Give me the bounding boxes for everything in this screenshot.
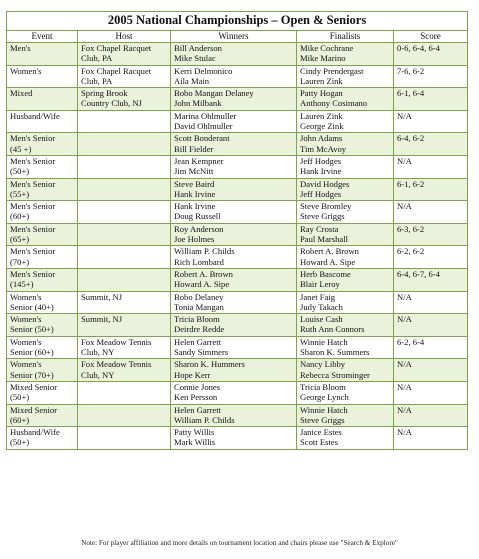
host-line: Summit, NJ [81, 314, 123, 325]
event-cell [7, 381, 78, 404]
host-line: Fox Chapel Racquet [81, 43, 152, 53]
finalists-line: Lauren Zink [300, 75, 343, 86]
table-row [7, 43, 468, 66]
finalists-cell [297, 43, 394, 66]
event-line: Husband/Wife [10, 110, 60, 121]
host-cell [78, 268, 171, 291]
winners-cell [171, 291, 297, 314]
score-cell [394, 336, 468, 359]
finalists-line: Hank Irvine [300, 166, 342, 177]
score-line: N/A [397, 427, 412, 438]
host-line: Fox Chapel Racquet [81, 65, 152, 76]
host-cell [78, 404, 171, 427]
winners-line: Bobo Mangan Delaney [174, 88, 254, 99]
finalists-line: Steve Griggs [300, 414, 345, 425]
finalists-cell [297, 246, 394, 269]
score-cell [394, 110, 468, 133]
winners-cell [171, 314, 297, 337]
table-row [7, 336, 468, 359]
winners-cell [171, 155, 297, 178]
winners-line: David Ohlmuller [174, 121, 233, 132]
finalists-line: Anthony Cosimano [300, 98, 368, 109]
winners-cell [171, 404, 297, 427]
score-line: 6-2, 6-2 [397, 246, 425, 257]
score-line: N/A [397, 201, 412, 212]
winners-line: Mark Willis [174, 437, 216, 448]
winners-line: Sandy Simmers [174, 347, 229, 358]
finalists-line: Mike Cochrane [300, 43, 354, 53]
event-line: Women's [10, 314, 42, 325]
winners-line: Hope Kerr [174, 369, 211, 380]
table-row [7, 246, 468, 269]
score-line: N/A [397, 359, 412, 370]
event-line: Senior (60+) [10, 347, 54, 358]
table-row [7, 223, 468, 246]
host-line: Club, PA [81, 53, 113, 64]
score-line: 6-2, 6-4 [397, 336, 425, 347]
finalists-cell [297, 201, 394, 224]
host-cell [78, 291, 171, 314]
table-row [7, 291, 468, 314]
score-cell [394, 201, 468, 224]
event-line: Mixed Senior [10, 381, 58, 392]
event-line: (65+) [10, 234, 30, 245]
host-cell [78, 201, 171, 224]
score-cell [394, 314, 468, 337]
event-cell [7, 314, 78, 337]
score-cell [394, 133, 468, 156]
event-cell [7, 110, 78, 133]
finalists-line: Ray Crosta [300, 223, 339, 234]
winners-line: Mike Stulac [174, 53, 216, 64]
event-cell [7, 133, 78, 156]
winners-line: Robert A. Brown [174, 268, 233, 279]
event-line: Senior (70+) [10, 369, 54, 380]
table-row [7, 381, 468, 404]
event-line: Women's [10, 359, 42, 370]
score-line: N/A [397, 404, 412, 415]
winners-line: Tricia Bloom [174, 314, 220, 325]
table-row [7, 133, 468, 156]
finalists-cell [297, 359, 394, 382]
winners-line: Bobo Delaney [174, 291, 224, 302]
column-header-finalists: Finalists [297, 31, 394, 43]
results-body [7, 43, 468, 450]
winners-cell [171, 359, 297, 382]
table-row [7, 88, 468, 111]
finalists-line: Steve Bromley [300, 201, 352, 212]
event-cell [7, 43, 78, 66]
host-cell [78, 178, 171, 201]
finalists-line: Cindy Prendergast [300, 65, 364, 76]
finalists-line: David Hodges [300, 178, 350, 189]
event-line: Men's Senior [10, 223, 56, 234]
event-line: Mixed Senior [10, 404, 58, 415]
finalists-cell [297, 268, 394, 291]
winners-cell [171, 381, 297, 404]
finalists-cell [297, 110, 394, 133]
winners-line: William P. Childs [174, 246, 235, 257]
event-line: Women's [10, 291, 42, 302]
event-line: Men's [10, 43, 31, 53]
score-line: 6-4, 6-7, 6-4 [397, 268, 440, 279]
event-line: (45 +) [10, 143, 32, 154]
event-cell [7, 404, 78, 427]
winners-cell [171, 65, 297, 88]
table-row [7, 268, 468, 291]
winners-cell [171, 246, 297, 269]
host-cell [78, 43, 171, 66]
score-line: 0-6, 6-4, 6-4 [397, 43, 440, 53]
winners-line: Hank Irvine [174, 201, 216, 212]
event-cell [7, 223, 78, 246]
event-line: (55+) [10, 188, 30, 199]
event-cell [7, 178, 78, 201]
score-cell [394, 65, 468, 88]
host-cell [78, 381, 171, 404]
winners-cell [171, 88, 297, 111]
winners-line: Helen Garrett [174, 404, 222, 415]
finalists-line: Jeff Hodges [300, 188, 342, 199]
host-cell [78, 427, 171, 450]
score-cell [394, 246, 468, 269]
host-cell [78, 336, 171, 359]
event-line: Men's Senior [10, 268, 56, 279]
winners-cell [171, 178, 297, 201]
finalists-line: Rebecca Strominger [300, 369, 370, 380]
winners-line: Kerri Delmonico [174, 65, 233, 76]
winners-line: William P. Childs [174, 414, 235, 425]
winners-line: Bill Anderson [174, 43, 222, 53]
score-line: 6-4, 6-2 [397, 133, 425, 144]
score-line: 7-6, 6-2 [397, 65, 425, 76]
host-cell [78, 246, 171, 269]
finalists-cell [297, 291, 394, 314]
table-row [7, 314, 468, 337]
table-row [7, 201, 468, 224]
event-cell [7, 268, 78, 291]
winners-cell [171, 133, 297, 156]
host-line: Club, PA [81, 75, 113, 86]
score-line: N/A [397, 155, 412, 166]
event-cell [7, 88, 78, 111]
finalists-line: John Adams [300, 133, 343, 144]
finalists-line: Paul Marshall [300, 234, 348, 245]
finalists-line: Janice Estes [300, 427, 342, 438]
event-line: (50+) [10, 166, 30, 177]
winners-line: Aila Main [174, 75, 210, 86]
event-line: (70+) [10, 256, 30, 267]
table-row [7, 155, 468, 178]
winners-line: Marina Ohlmuller [174, 110, 237, 121]
host-line: Country Club, NJ [81, 98, 142, 109]
event-line: (60+) [10, 414, 30, 425]
host-line: Fox Meadow Tennis [81, 359, 152, 370]
host-cell [78, 88, 171, 111]
event-line: Men's Senior [10, 246, 56, 257]
winners-line: Joe Holmes [174, 234, 215, 245]
event-line: Husband/Wife [10, 427, 60, 438]
finalists-line: Louise Cash [300, 314, 343, 325]
score-cell [394, 359, 468, 382]
event-line: (50+) [10, 437, 30, 448]
winners-line: Tonia Mangan [174, 301, 224, 312]
event-cell [7, 359, 78, 382]
event-cell [7, 65, 78, 88]
finalists-line: Tricia Bloom [300, 381, 346, 392]
finalists-cell [297, 88, 394, 111]
winners-line: Patty Willis [174, 427, 215, 438]
finalists-line: Tim McAvoy [300, 143, 347, 154]
finalists-line: George Zink [300, 121, 344, 132]
winners-line: Hank Irvine [174, 188, 216, 199]
finalists-line: Lauren Zink [300, 110, 343, 121]
finalists-cell [297, 65, 394, 88]
table-row [7, 65, 468, 88]
winners-line: Connie Jones [174, 381, 221, 392]
results-table [6, 11, 468, 450]
table-row [7, 178, 468, 201]
winners-cell [171, 427, 297, 450]
finalists-line: Ruth Ann Connors [300, 324, 365, 335]
winners-cell [171, 336, 297, 359]
finalists-line: Nancy Libby [300, 359, 346, 370]
winners-line: Jean Kempner [174, 155, 224, 166]
winners-line: Sharon K. Hummers [174, 359, 245, 370]
finalists-line: Sharon K. Summers [300, 347, 370, 358]
host-cell [78, 65, 171, 88]
event-line: Men's Senior [10, 155, 56, 166]
score-line: N/A [397, 110, 412, 121]
finalists-cell [297, 155, 394, 178]
event-line: (50+) [10, 392, 30, 403]
event-line: Women's [10, 65, 42, 76]
event-cell [7, 155, 78, 178]
winners-cell [171, 201, 297, 224]
finalists-line: Blair Leroy [300, 279, 340, 290]
winners-line: Deirdre Redde [174, 324, 225, 335]
score-cell [394, 155, 468, 178]
finalists-cell [297, 314, 394, 337]
winners-line: Rich Lombard [174, 256, 224, 267]
winners-line: Roy Anderson [174, 223, 224, 234]
header-row [7, 31, 468, 43]
winners-line: Steve Baird [174, 178, 215, 189]
winners-line: Helen Garrett [174, 336, 222, 347]
host-line: Summit, NJ [81, 291, 123, 302]
score-line: N/A [397, 291, 412, 302]
winners-cell [171, 110, 297, 133]
footnote: Note: For player affiliation and more details on tournament location and chairs please use "Search & Explore" [81, 539, 398, 547]
event-line: (60+) [10, 211, 30, 222]
winners-line: Bill Fielder [174, 143, 214, 154]
event-cell [7, 336, 78, 359]
event-line: Women's [10, 336, 42, 347]
host-line: Club, NY [81, 347, 115, 358]
score-line: 6-1, 6-2 [397, 178, 425, 189]
table-row [7, 359, 468, 382]
score-cell [394, 43, 468, 66]
score-cell [394, 88, 468, 111]
finalists-line: George Lynch [300, 392, 349, 403]
finalists-cell [297, 223, 394, 246]
event-line: Men's Senior [10, 133, 56, 144]
host-line: Fox Meadow Tennis [81, 336, 152, 347]
column-header-winners: Winners [171, 31, 297, 43]
winners-cell [171, 223, 297, 246]
finalists-cell [297, 178, 394, 201]
winners-line: Ken Persson [174, 392, 218, 403]
score-cell [394, 404, 468, 427]
score-cell [394, 381, 468, 404]
winners-line: Jim McNitt [174, 166, 214, 177]
winners-cell [171, 43, 297, 66]
event-line: (145+) [10, 279, 34, 290]
host-cell [78, 133, 171, 156]
table-row [7, 404, 468, 427]
event-cell [7, 427, 78, 450]
event-cell [7, 201, 78, 224]
results-sheet [6, 11, 467, 450]
event-line: Mixed [10, 88, 33, 99]
finalists-line: Steve Griggs [300, 211, 345, 222]
host-cell [78, 359, 171, 382]
finalists-cell [297, 404, 394, 427]
event-cell [7, 291, 78, 314]
event-line: Senior (50+) [10, 324, 54, 335]
finalists-line: Jeff Hodges [300, 155, 342, 166]
finalists-cell [297, 336, 394, 359]
score-cell [394, 223, 468, 246]
finalists-line: Patty Hogan [300, 88, 343, 99]
finalists-line: Robert A. Brown [300, 246, 359, 257]
finalists-cell [297, 133, 394, 156]
finalists-line: Scott Estes [300, 437, 338, 448]
table-row [7, 110, 468, 133]
host-cell [78, 155, 171, 178]
finalists-line: Janet Faig [300, 291, 336, 302]
score-cell [394, 178, 468, 201]
score-line: N/A [397, 314, 412, 325]
winners-line: John Milbank [174, 98, 222, 109]
column-header-score: Score [394, 31, 468, 43]
host-cell [78, 314, 171, 337]
score-line: 6-3, 6-2 [397, 223, 425, 234]
finalists-line: Winnie Hatch [300, 336, 348, 347]
score-line: 6-1, 6-4 [397, 88, 425, 99]
finalists-cell [297, 427, 394, 450]
page-title: 2005 National Championships – Open & Seniors [7, 12, 468, 31]
finalists-line: Judy Takach [300, 301, 343, 312]
event-line: Senior (40+) [10, 301, 54, 312]
winners-cell [171, 268, 297, 291]
finalists-cell [297, 381, 394, 404]
host-cell [78, 223, 171, 246]
winners-line: Scott Bonderant [174, 133, 230, 144]
finalists-line: Howard A. Sipe [300, 256, 356, 267]
score-cell [394, 291, 468, 314]
host-line: Club, NY [81, 369, 115, 380]
column-header-event: Event [7, 31, 78, 43]
score-cell [394, 268, 468, 291]
event-cell [7, 246, 78, 269]
event-line: Men's Senior [10, 201, 56, 212]
score-line: N/A [397, 381, 412, 392]
host-line: Spring Brook [81, 88, 128, 99]
finalists-line: Herb Bascome [300, 268, 351, 279]
host-cell [78, 110, 171, 133]
score-cell [394, 427, 468, 450]
winners-line: Doug Russell [174, 211, 221, 222]
table-row [7, 427, 468, 450]
finalists-line: Mike Marino [300, 53, 346, 64]
event-line: Men's Senior [10, 178, 56, 189]
column-header-host: Host [78, 31, 171, 43]
finalists-line: Winnie Hatch [300, 404, 348, 415]
winners-line: Howard A. Sipe [174, 279, 230, 290]
